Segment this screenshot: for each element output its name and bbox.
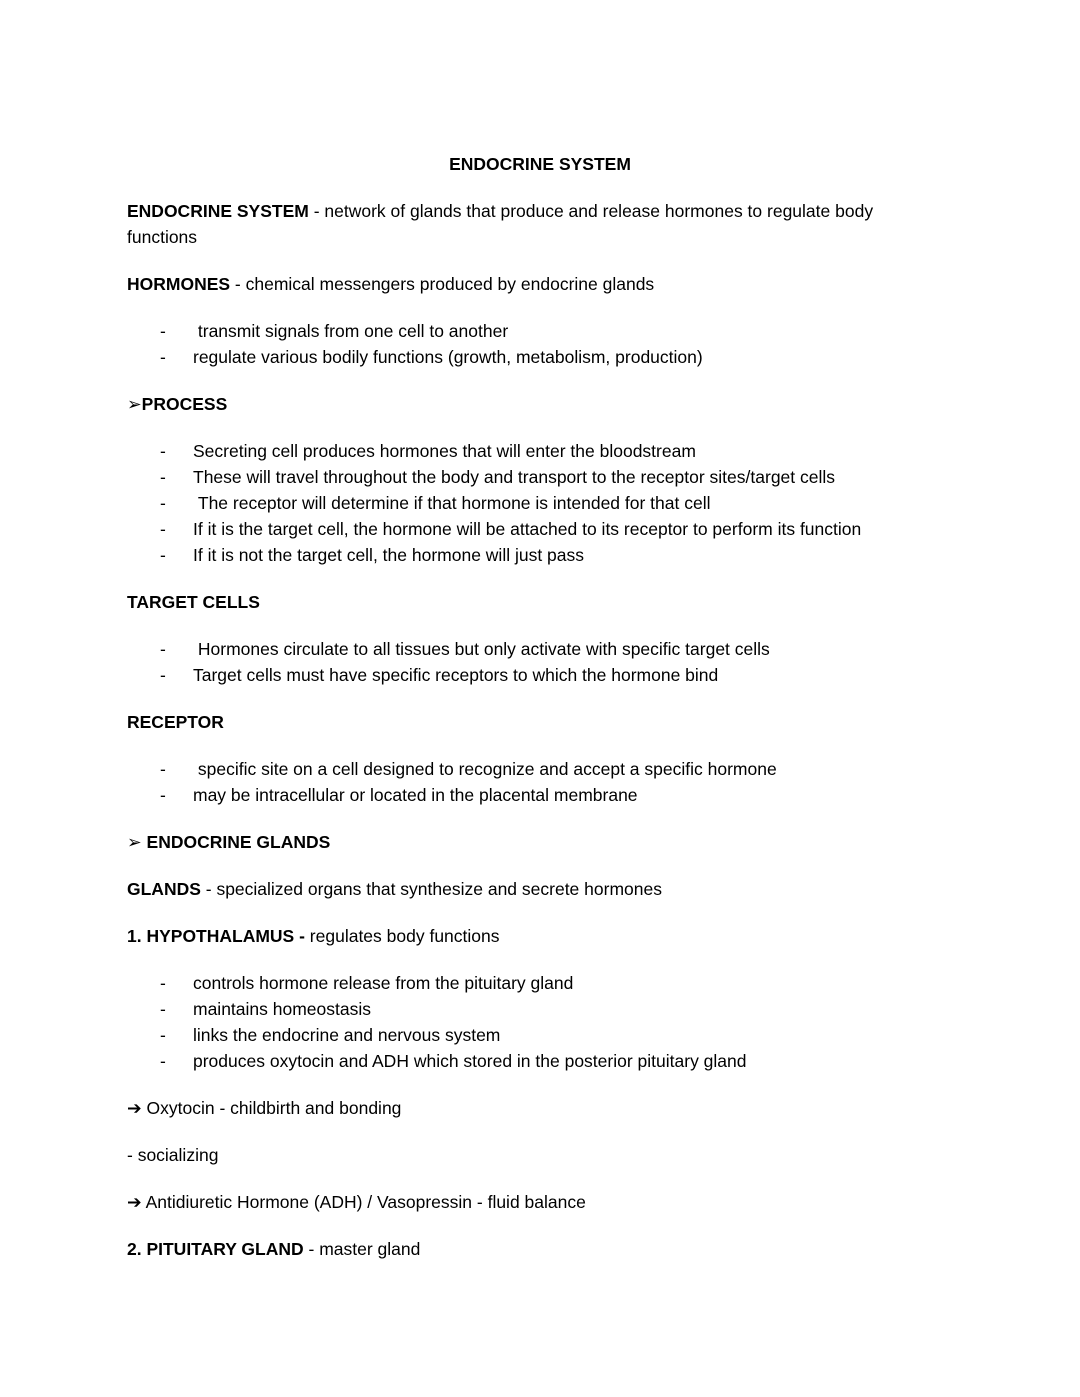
term-pituitary-gland: 2. PITUITARY GLAND — [127, 1239, 304, 1259]
heading-hypothalamus — [127, 923, 953, 949]
list-item — [127, 782, 953, 808]
list-item-text: produces oxytocin and ADH which stored in the posterior pituitary gland — [193, 1051, 747, 1071]
list-item — [127, 1022, 953, 1048]
paragraph-endocrine-definition — [127, 198, 927, 250]
arrowhead-icon: ➢ — [127, 832, 142, 852]
list-item — [127, 1048, 953, 1074]
list-item — [127, 464, 953, 490]
list-item-text: maintains homeostasis — [193, 999, 371, 1019]
list-item-text: These will travel throughout the body and transport to the receptor sites/target cells — [193, 467, 836, 487]
socializing-text: - socializing — [127, 1145, 219, 1165]
hormones-list — [127, 318, 953, 370]
term-glands: GLANDS — [127, 879, 201, 899]
term-endocrine-system: ENDOCRINE SYSTEM — [127, 201, 309, 221]
adh-text: Antidiuretic Hormone (ADH) / Vasopressin - fluid balance — [141, 1192, 586, 1212]
list-item-text: If it is not the target cell, the hormone will just pass — [193, 545, 585, 565]
list-item-text: specific site on a cell designed to recognize and accept a specific hormone — [193, 759, 777, 779]
list-item — [127, 318, 953, 344]
paragraph-socializing — [127, 1142, 953, 1168]
paragraph-oxytocin — [127, 1095, 953, 1121]
list-item — [127, 438, 953, 464]
list-item — [127, 516, 953, 542]
heading-endocrine-glands — [127, 829, 953, 855]
paragraph-hormones-definition — [127, 271, 953, 297]
arrowhead-icon: ➢ — [127, 394, 142, 414]
list-item-text: Secreting cell produces hormones that will enter the bloodstream — [193, 441, 696, 461]
term-hormones: HORMONES — [127, 274, 231, 294]
heading-target-cells — [127, 589, 953, 615]
list-item — [127, 542, 953, 568]
hypothalamus-definition-text: regulates body functions — [304, 926, 500, 946]
list-item — [127, 996, 953, 1022]
list-item-text: links the endocrine and nervous system — [193, 1025, 501, 1045]
target-cells-list — [127, 636, 953, 688]
arrow-icon: ➔ — [127, 1192, 142, 1212]
list-item — [127, 636, 953, 662]
list-item — [127, 490, 953, 516]
heading-receptor — [127, 709, 953, 735]
list-item-text: Hormones circulate to all tissues but only activate with specific target cells — [193, 639, 770, 659]
list-item-text: If it is the target cell, the hormone will be attached to its receptor to perform its function — [193, 519, 862, 539]
arrow-icon: ➔ — [127, 1098, 142, 1118]
heading-endocrine-glands-label: ENDOCRINE GLANDS — [141, 832, 331, 852]
glands-definition-text: - specialized organs that synthesize and secrete hormones — [200, 879, 662, 899]
heading-process-label: PROCESS — [141, 394, 228, 414]
endocrine-definition-text: - network of glands that produce and release hormones to regulate body functions — [127, 201, 878, 247]
list-item-text: regulate various bodily functions (growth, metabolism, production) — [193, 347, 703, 367]
heading-receptor-label: RECEPTOR — [127, 712, 224, 732]
oxytocin-text: Oxytocin - childbirth and bonding — [141, 1098, 402, 1118]
paragraph-adh — [127, 1189, 953, 1215]
receptor-list — [127, 756, 953, 808]
list-item-text: may be intracellular or located in the placental membrane — [193, 785, 638, 805]
term-hypothalamus: 1. HYPOTHALAMUS - — [127, 926, 305, 946]
list-item — [127, 344, 953, 370]
list-item — [127, 756, 953, 782]
list-item-text: Target cells must have specific receptors to which the hormone bind — [193, 665, 719, 685]
pituitary-definition-text: - master gland — [303, 1239, 421, 1259]
list-item-text: controls hormone release from the pituitary gland — [193, 973, 574, 993]
heading-process — [127, 391, 953, 417]
list-item — [127, 662, 953, 688]
hormones-definition-text: - chemical messengers produced by endocrine glands — [230, 274, 655, 294]
list-item — [127, 970, 953, 996]
document-title: ENDOCRINE SYSTEM — [449, 154, 631, 174]
hypothalamus-list — [127, 970, 953, 1074]
paragraph-glands-definition — [127, 876, 953, 902]
list-item-text: transmit signals from one cell to another — [193, 321, 509, 341]
heading-target-cells-label: TARGET CELLS — [127, 592, 260, 612]
process-list — [127, 438, 953, 568]
list-item-text: The receptor will determine if that hormone is intended for that cell — [193, 493, 711, 513]
heading-pituitary — [127, 1236, 953, 1262]
